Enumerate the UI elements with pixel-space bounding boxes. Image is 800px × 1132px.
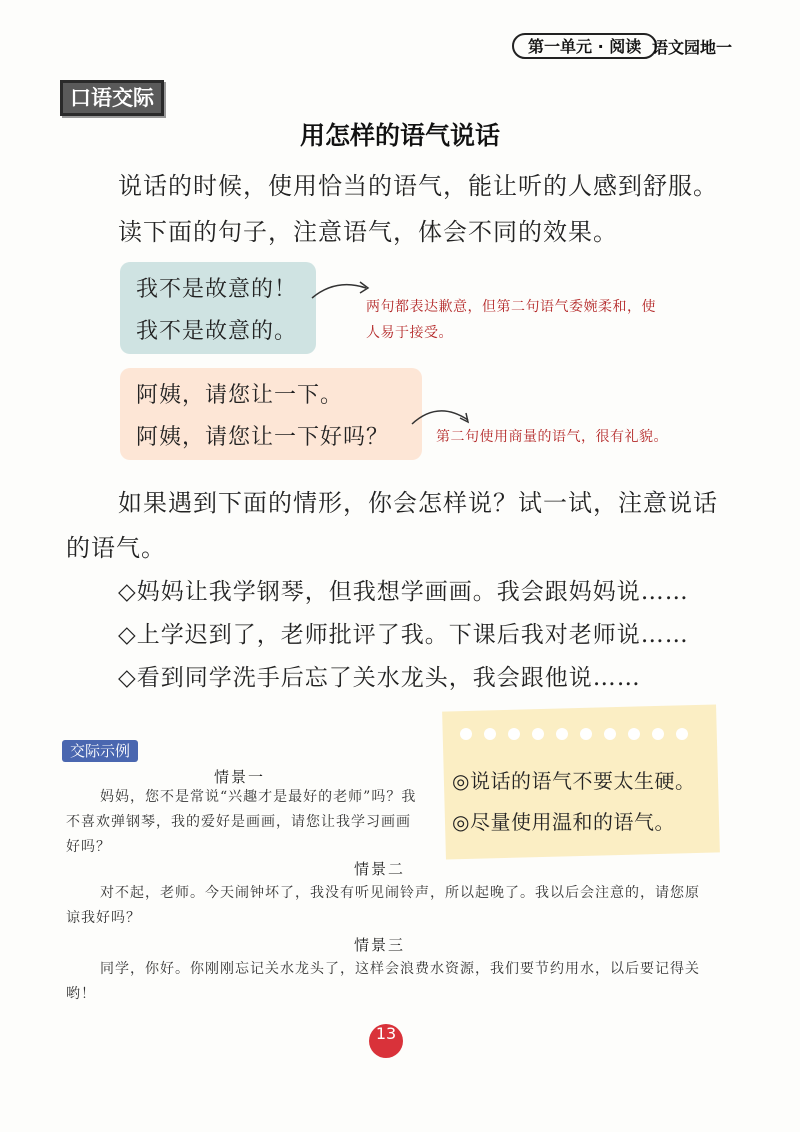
situation-item: ◇妈妈让我学钢琴，但我想学画画。我会跟妈妈说…… <box>118 579 689 605</box>
example-1-line-2: 我不是故意的。 <box>136 319 298 344</box>
dots-decoration <box>456 726 706 742</box>
scene-heading: 情景三 <box>354 936 406 954</box>
scene-heading: 情景二 <box>354 860 406 878</box>
situation-item: ◇看到同学洗手后忘了关水龙头，我会跟他说…… <box>118 665 641 691</box>
scene-text: 妈妈，您不是常说“兴趣才是最好的老师”吗？我不喜欢弹钢琴，我的爱好是画画，请您让我学习画画好吗？ <box>66 789 417 855</box>
scene-heading: 情景一 <box>214 768 266 786</box>
example-2-line-2: 阿姨，请您让一下好吗？ <box>136 425 390 450</box>
scene-text: 对不起，老师。今天闹钟坏了，我没有听见闹铃声，所以起晚了。我以后会注意的，请您原谅我好吗？ <box>66 885 700 926</box>
example-2-note: 第二句使用商量的语气，很有礼貌。 <box>436 429 668 445</box>
arrow-icon <box>310 276 374 306</box>
unit-section-label: 第一单元 · 阅读 <box>512 33 657 59</box>
page-number: 13 <box>369 1024 403 1058</box>
intro-line-1: 说话的时候，使用恰当的语气，能让听的人感到舒服。 <box>118 172 718 200</box>
situation-item: ◇上学迟到了，老师批评了我。下课后我对老师说…… <box>118 622 689 648</box>
section-title-right: 语文园地一 <box>652 38 733 57</box>
page-title: 用怎样的语气说话 <box>299 121 500 150</box>
tip-item: ◎尽量使用温和的语气。 <box>452 810 675 834</box>
tip-item: ◎说话的语气不要太生硬。 <box>452 769 696 793</box>
example-2-line-1: 阿姨，请您让一下。 <box>136 383 344 408</box>
example-1-note: 两句都表达歉意，但第二句语气委婉柔和，使人易于接受。 <box>366 299 656 341</box>
examples-tag: 交际示例 <box>62 740 138 762</box>
section-tag: 口语交际 <box>60 80 164 116</box>
example-1-line-1: 我不是故意的！ <box>136 277 298 302</box>
scene-text: 同学，你好。你刚刚忘记关水龙头了，这样会浪费水资源，我们要节约用水，以后要记得关哟！ <box>66 961 700 1002</box>
prompt-line-1: 如果遇到下面的情形，你会怎样说？试一试，注意说话 <box>118 489 718 517</box>
prompt-line-2: 的语气。 <box>66 534 166 562</box>
intro-line-2: 读下面的句子，注意语气，体会不同的效果。 <box>118 218 618 246</box>
